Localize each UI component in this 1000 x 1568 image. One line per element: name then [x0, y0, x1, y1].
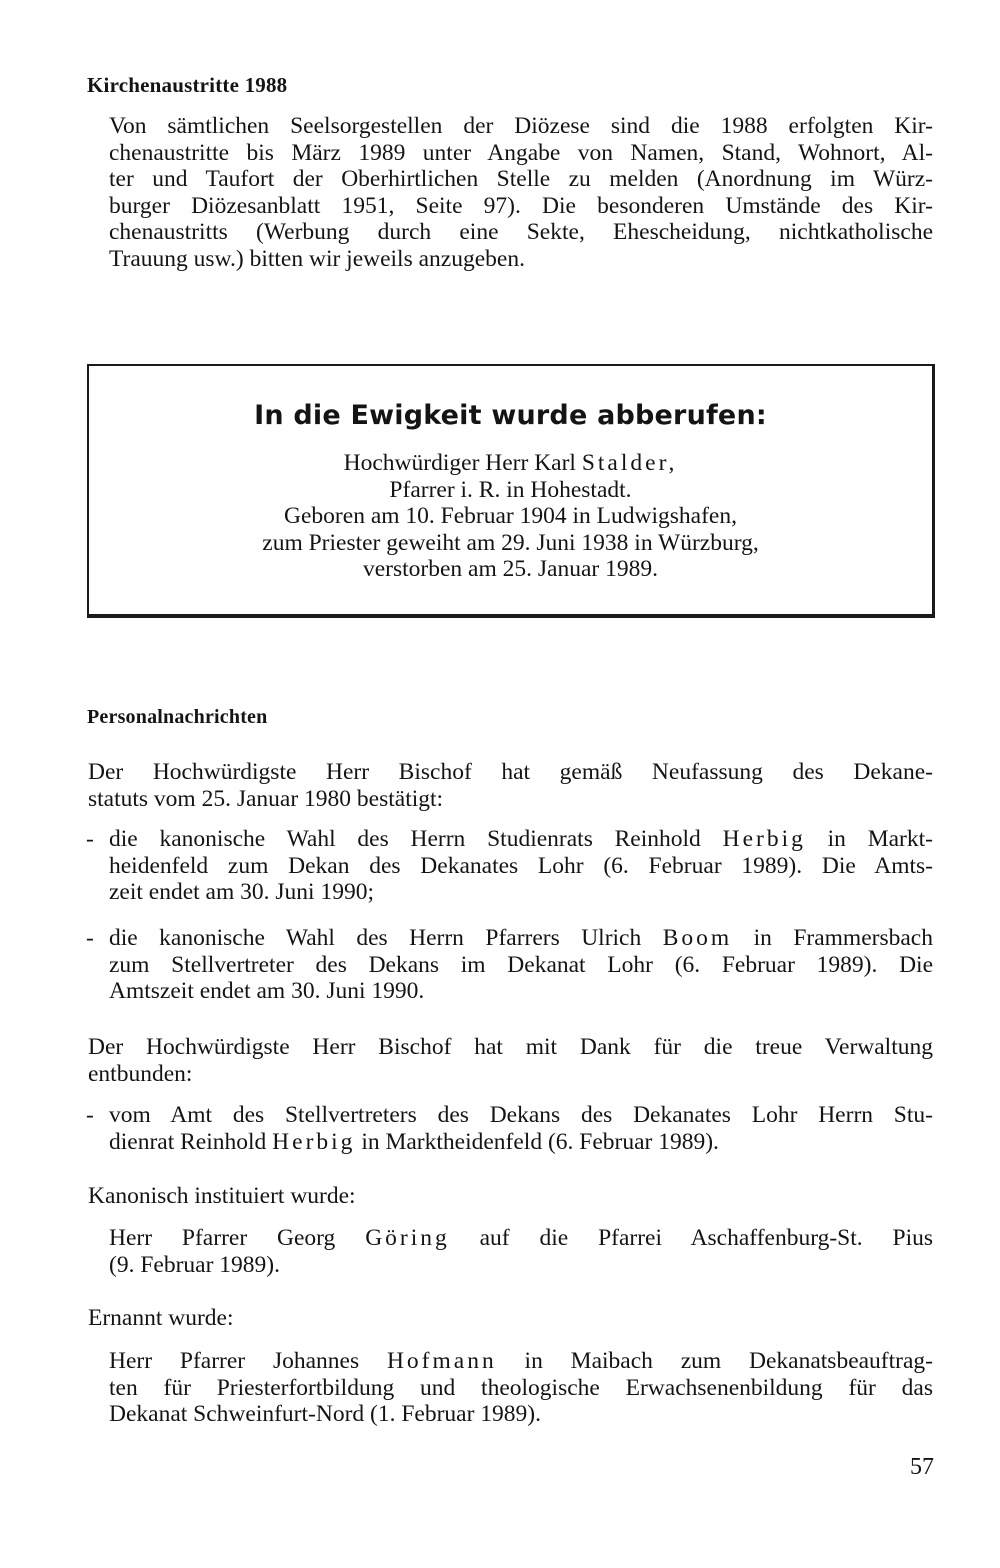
text-fragment: Herr Pfarrer Georg [109, 1225, 366, 1251]
person-name: Göring [365, 1225, 450, 1251]
instituiert-body [109, 1225, 933, 1278]
list-item-herbig-dekan [109, 826, 933, 906]
text-line: Dekanat Schweinfurt-Nord (1. Februar 1989). [109, 1401, 542, 1427]
list-dash: - [86, 1102, 94, 1128]
section-heading-personalnachrichten: Personalnachrichten [87, 706, 268, 728]
list-item-herbig-entbunden [109, 1102, 933, 1155]
text-fragment: in Markt- [805, 826, 933, 852]
text-line [109, 1225, 933, 1252]
obituary-line [89, 450, 932, 477]
text-line: Kanonisch instituiert wurde: [88, 1183, 356, 1209]
text-line [109, 1348, 933, 1375]
text-fragment: dienrat Reinhold [109, 1128, 273, 1155]
text-fragment: Herr Pfarrer Johannes [109, 1348, 387, 1374]
section-heading-kirchenaustritte: Kirchenaustritte 1988 [87, 73, 288, 97]
text-line: vom Amt des Stellvertreters des Dekans des Dekanates Lohr Herrn Stu- [109, 1102, 933, 1128]
text-line: Amtszeit endet am 30. Juni 1990. [109, 978, 425, 1004]
list-item-boom [109, 925, 933, 1005]
text-line: (9. Februar 1989). [109, 1251, 280, 1278]
obituary-line: Geboren am 10. Februar 1904 in Ludwigshafen, [284, 503, 737, 529]
text-fragment: in Frammersbach [732, 925, 933, 951]
text-line: ten für Priesterfortbildung und theologische Erwachsenenbildung für das [109, 1374, 933, 1401]
text-line [109, 1129, 933, 1156]
text-line: chenaustritte bis März 1989 unter Angabe von Namen, Stand, Wohnort, Al- [109, 139, 933, 166]
personal-paragraph-2 [88, 1034, 933, 1087]
text-line: Trauung usw.) bitten wir jeweils anzugeben. [109, 245, 525, 272]
kirchenaustritte-paragraph [109, 113, 933, 272]
text-line [109, 826, 933, 853]
text-fragment: die kanonische Wahl des Herrn Studienrats Reinhold [109, 826, 723, 852]
personal-paragraph-4 [88, 1305, 933, 1332]
text-fragment: die kanonische Wahl des Herrn Pfarrers Ulrich [109, 925, 663, 951]
text-line: Der Hochwürdigste Herr Bischof hat gemäß Neufassung des Dekane- [88, 759, 933, 785]
personal-paragraph-3 [88, 1183, 933, 1210]
page-number: 57 [910, 1454, 934, 1480]
text-line: entbunden: [88, 1060, 193, 1087]
obituary-title: In die Ewigkeit wurde abberufen: [254, 400, 767, 431]
text-line: zeit endet am 30. Juni 1990; [109, 879, 374, 905]
text-line [109, 925, 933, 952]
person-name: Herbig [722, 826, 806, 852]
text-line: chenaustritts (Werbung durch eine Sekte, Ehescheidung, nichtkatholische [109, 219, 933, 245]
obituary-line: Pfarrer i. R. in Hohestadt. [389, 476, 632, 503]
text-line: burger Diözesanblatt 1951, Seite 97). Die besonderen Umstände des Kir- [109, 192, 933, 219]
person-name: Hofmann [386, 1348, 497, 1374]
list-dash: - [86, 925, 94, 951]
text-line: zum Stellvertreter des Dekans im Dekanat Lohr (6. Februar 1989). Die [109, 951, 933, 978]
text-fragment: in Maibach zum Dekanatsbeauftrag- [496, 1348, 933, 1374]
text-line: Ernannt wurde: [88, 1305, 234, 1331]
obituary-line: verstorben am 25. Januar 1989. [363, 556, 658, 582]
person-name: Boom [662, 925, 733, 951]
obituary-text [89, 450, 932, 583]
person-name: Herbig [272, 1128, 356, 1155]
text-line: ter und Taufort der Oberhirtlichen Stelle zu melden (Anordnung im Würz- [109, 166, 933, 192]
ernannt-body [109, 1348, 933, 1428]
obituary-line: zum Priester geweiht am 29. Juni 1938 in Würzburg, [262, 529, 759, 556]
text-line: statuts vom 25. Januar 1980 bestätigt: [88, 785, 444, 812]
text-fragment: in Marktheidenfeld (6. Februar 1989). [355, 1128, 719, 1155]
personal-paragraph-1 [88, 759, 933, 812]
text-line: heidenfeld zum Dekan des Dekanates Lohr (6. Februar 1989). Die Amts- [109, 852, 933, 879]
text-line: Der Hochwürdigste Herr Bischof hat mit Dank für die treue Verwaltung [88, 1034, 933, 1060]
obituary-line-prefix: Hochwürdiger Herr Karl [343, 450, 582, 476]
text-line: Von sämtlichen Seelsorgestellen der Diözese sind die 1988 erfolgten Kir- [109, 113, 933, 139]
obituary-name: Stalder, [581, 450, 678, 476]
list-dash: - [86, 826, 94, 852]
text-fragment: auf die Pfarrei Aschaffenburg-St. Pius [449, 1225, 934, 1251]
obituary-box [87, 364, 935, 618]
